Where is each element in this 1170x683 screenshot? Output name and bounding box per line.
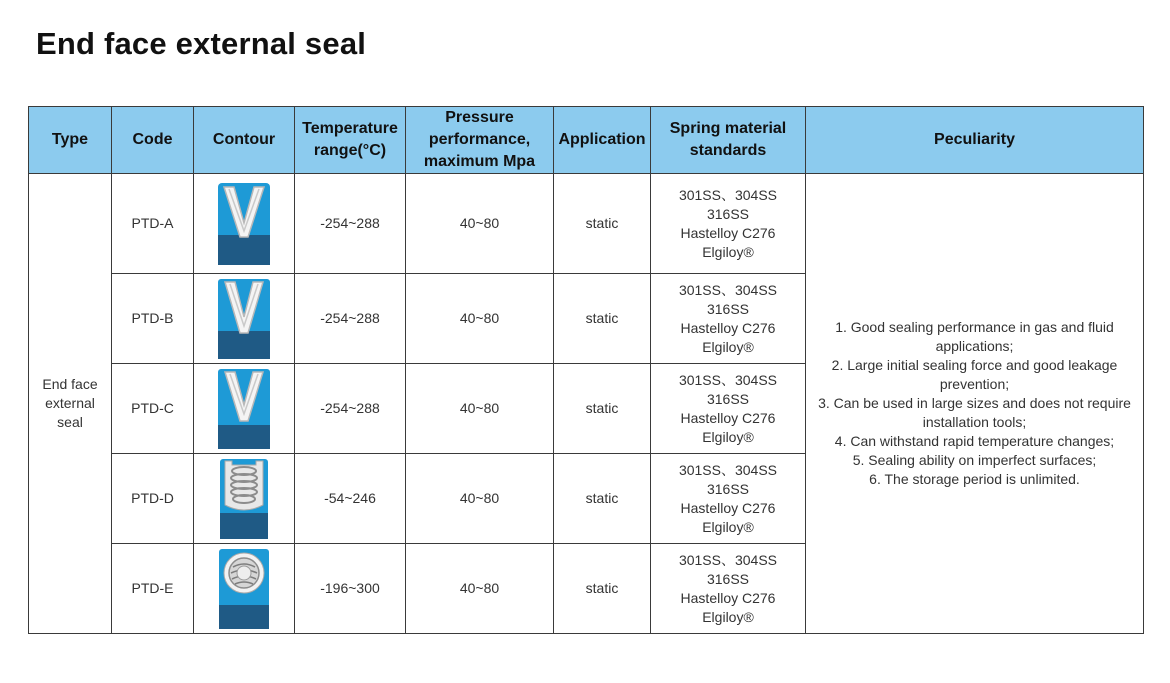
peculiarity-item: 6. The storage period is unlimited. — [869, 471, 1080, 487]
header-code: Code — [112, 107, 194, 174]
application-cell: static — [554, 544, 651, 634]
code-cell: PTD-B — [112, 274, 194, 364]
code-cell: PTD-D — [112, 454, 194, 544]
spring-line: Elgiloy® — [702, 243, 754, 260]
contour-cell — [194, 174, 295, 274]
pressure-cell: 40~80 — [406, 364, 554, 454]
spring-line: 301SS、304SS — [678, 281, 778, 298]
temperature-cell: -254~288 — [295, 174, 406, 274]
spring-line: Hastelloy C276 — [680, 224, 776, 241]
spring-line: Hastelloy C276 — [680, 589, 776, 606]
header-temperature: Temperature range(°C) — [295, 107, 406, 174]
spring-line: 316SS — [706, 300, 750, 317]
spring-line: 301SS、304SS — [678, 186, 778, 203]
spring-line: Hastelloy C276 — [680, 409, 776, 426]
header-pressure: Pressure performance, maximum Mpa — [406, 107, 554, 174]
spring-cell — [651, 364, 806, 454]
header-peculiarity: Peculiarity — [806, 107, 1144, 174]
spring-line: 316SS — [706, 390, 750, 407]
spring-line: Elgiloy® — [702, 338, 754, 355]
spring-line: Hastelloy C276 — [680, 319, 776, 336]
application-cell: static — [554, 364, 651, 454]
contour-cell — [194, 454, 295, 544]
spring-line: Hastelloy C276 — [680, 499, 776, 516]
peculiarity-cell — [806, 174, 1144, 634]
pressure-cell: 40~80 — [406, 174, 554, 274]
code-cell: PTD-C — [112, 364, 194, 454]
v-spring-seal-icon — [217, 183, 271, 265]
header-row — [29, 107, 1144, 174]
spring-line: 301SS、304SS — [678, 371, 778, 388]
pressure-cell: 40~80 — [406, 274, 554, 364]
application-cell: static — [554, 174, 651, 274]
code-cell: PTD-E — [112, 544, 194, 634]
spring-line: Elgiloy® — [702, 518, 754, 535]
spring-line: 316SS — [706, 480, 750, 497]
temperature-cell: -54~246 — [295, 454, 406, 544]
type-cell: End face external seal — [29, 174, 112, 634]
header-spring: Spring material standards — [651, 107, 806, 174]
temperature-cell: -196~300 — [295, 544, 406, 634]
contour-cell — [194, 274, 295, 364]
temperature-cell: -254~288 — [295, 274, 406, 364]
coil-spring-seal-icon — [219, 459, 269, 539]
spring-cell — [651, 174, 806, 274]
spring-line: Elgiloy® — [702, 428, 754, 445]
peculiarity-item: 1. Good sealing performance in gas and fluid applications; — [835, 319, 1114, 354]
spring-cell — [651, 544, 806, 634]
header-application: Application — [554, 107, 651, 174]
code-cell: PTD-A — [112, 174, 194, 274]
spring-cell — [651, 274, 806, 364]
pressure-cell: 40~80 — [406, 544, 554, 634]
peculiarity-item: 2. Large initial sealing force and good leakage prevention; — [831, 357, 1118, 392]
peculiarity-item: 5. Sealing ability on imperfect surfaces; — [852, 452, 1097, 468]
peculiarity-item: 3. Can be used in large sizes and does not require installation tools; — [818, 395, 1131, 430]
spring-cell — [651, 454, 806, 544]
peculiarity-item: 4. Can withstand rapid temperature changes; — [834, 433, 1115, 449]
pressure-cell: 40~80 — [406, 454, 554, 544]
application-cell: static — [554, 274, 651, 364]
page-title: End face external seal — [36, 26, 367, 61]
application-cell: static — [554, 454, 651, 544]
contour-cell — [194, 544, 295, 634]
v-spring-seal-icon — [217, 369, 271, 449]
coil-spring-seal-icon — [218, 549, 270, 629]
header-type: Type — [29, 107, 112, 174]
spring-line: 301SS、304SS — [678, 551, 778, 568]
table-row — [29, 174, 1144, 274]
spec-table — [28, 106, 1144, 634]
spring-line: 316SS — [706, 570, 750, 587]
spring-line: Elgiloy® — [702, 608, 754, 625]
spring-line: 316SS — [706, 205, 750, 222]
spring-line: 301SS、304SS — [678, 461, 778, 478]
v-spring-seal-icon — [217, 279, 271, 359]
temperature-cell: -254~288 — [295, 364, 406, 454]
contour-cell — [194, 364, 295, 454]
header-contour: Contour — [194, 107, 295, 174]
